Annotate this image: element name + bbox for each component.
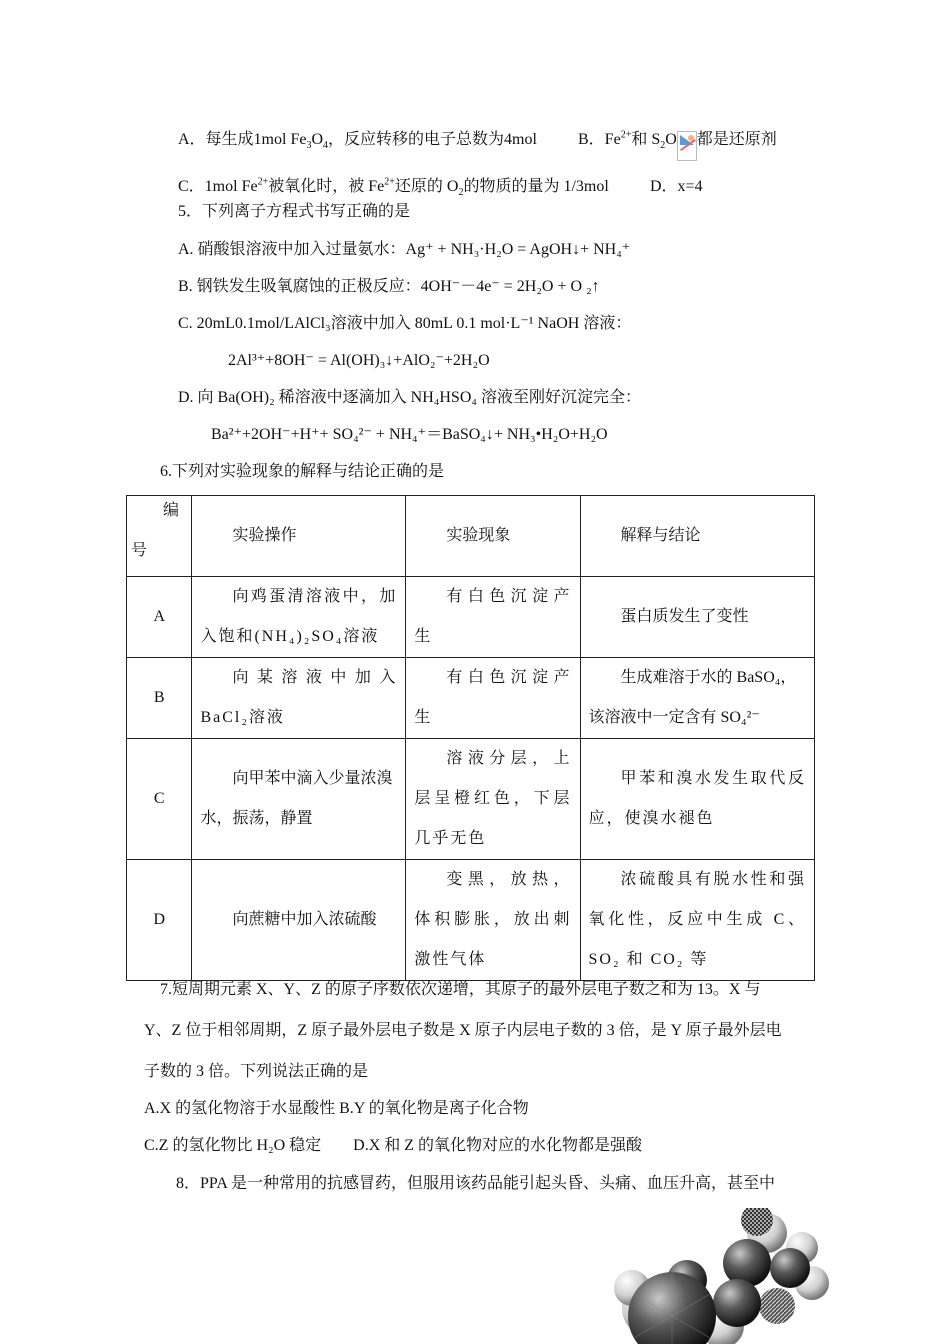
row-phenomenon: 溶液分层，上层呈橙红色，下层几乎无色 bbox=[406, 739, 580, 860]
row-conclusion: 生成难溶于水的 BaSO₄，该溶液中一定含有 SO₄²⁻ bbox=[580, 658, 814, 739]
row-phenomenon: 有白色沉淀产生 bbox=[406, 577, 580, 658]
q4-option-c: C．1mol $Fe^{2+}$被氧化时，被 $Fe^{2+}$还原的 $O_2$的物质的量为 1/3mol bbox=[178, 176, 609, 199]
q5-option-b: B. 钢铁发生吸氧腐蚀的正极反应：4OH⁻－4e⁻ = 2H₂O + O ₂↑ bbox=[178, 278, 600, 295]
q5-option-a: A. 硝酸银溶液中加入过量氨水：Ag⁺ + NH₃·H₂O = AgOH↓+ NH₄⁺ bbox=[178, 241, 631, 258]
q4-option-a: A．每生成1mol $Fe_3O_4$，反应转移的电子总数为4mol bbox=[178, 131, 537, 152]
row-operation: 向某溶液中加入BaCl₂溶液 bbox=[192, 658, 406, 739]
header-number-1: 编 bbox=[163, 502, 180, 519]
row-conclusion: 蛋白质发生了变性 bbox=[580, 577, 814, 658]
molecule-model-image bbox=[612, 1208, 832, 1344]
table-row bbox=[127, 739, 815, 860]
q7-options-cd: C.Z 的氢化物比 H₂O 稳定 D.X 和 Z 的氧化物对应的水化物都是强酸 bbox=[144, 1137, 643, 1154]
row-id: A bbox=[127, 577, 192, 658]
header-phenomenon: 实验现象 bbox=[406, 496, 580, 577]
table-row bbox=[127, 577, 815, 658]
q5-stem: 5．下列离子方程式书写正确的是 bbox=[178, 203, 411, 220]
row-phenomenon: 变黑，放热，体积膨胀，放出刺激性气体 bbox=[406, 860, 580, 981]
q6-stem: 6.下列对实验现象的解释与结论正确的是 bbox=[160, 463, 445, 480]
q8-line-1: 8．PPA 是一种常用的抗感冒药，但服用该药品能引起头昏、头痛、血压升高，甚至中 bbox=[176, 1175, 776, 1192]
q7-options-ab: A.X 的氢化物溶于水显酸性 B.Y 的氧化物是离子化合物 bbox=[144, 1100, 529, 1117]
q4-option-d: D．x=4 bbox=[650, 178, 703, 195]
row-operation: 向蔗糖中加入浓硫酸 bbox=[192, 860, 406, 981]
broken-image-icon bbox=[677, 131, 697, 161]
header-number-2: 号 bbox=[131, 542, 148, 559]
q5-option-c: C. 20mL0.1mol/LAlCl₃溶液中加入 80mL 0.1 mol·L⁻¹ NaOH 溶液： bbox=[178, 315, 632, 332]
table-row bbox=[127, 860, 815, 981]
q7-line-1: 7.短周期元素 X、Y、Z 的原子序数依次递增，其原子的最外层电子数之和为 13。X 与 bbox=[160, 981, 761, 998]
q4-option-b: B．$Fe^{2+}$和 $S_2O$ 都是还原剂 bbox=[578, 129, 777, 152]
row-operation: 向鸡蛋清溶液中，加入饱和(NH₄)₂SO₄溶液 bbox=[192, 577, 406, 658]
row-id: D bbox=[127, 860, 192, 981]
q5-option-d-equation: Ba²⁺+2OH⁻+H⁺+ SO₄²⁻ + NH₄⁺＝BaSO₄↓+ NH₃•H₂O+H₂O bbox=[211, 426, 608, 443]
header-conclusion: 解释与结论 bbox=[580, 496, 814, 577]
row-conclusion: 甲苯和溴水发生取代反应，使溴水褪色 bbox=[580, 739, 814, 860]
experiment-table bbox=[126, 495, 815, 981]
row-conclusion: 浓硫酸具有脱水性和强氧化性，反应中生成 C、SO₂ 和 CO₂ 等 bbox=[580, 860, 814, 981]
row-id: C bbox=[127, 739, 192, 860]
q7-line-3: 子数的 3 倍。下列说法正确的是 bbox=[144, 1063, 369, 1080]
row-operation: 向甲苯中滴入少量浓溴水，振荡，静置 bbox=[192, 739, 406, 860]
q5-option-c-equation: 2Al³⁺+8OH⁻ = Al(OH)₃↓+AlO₂⁻+2H₂O bbox=[228, 352, 490, 369]
table-header-row bbox=[127, 496, 815, 577]
header-operation: 实验操作 bbox=[192, 496, 406, 577]
row-phenomenon: 有白色沉淀产生 bbox=[406, 658, 580, 739]
q5-option-d: D. 向 Ba(OH)₂ 稀溶液中逐滴加入 NH₄HSO₄ 溶液至刚好沉淀完全： bbox=[178, 389, 641, 406]
row-id: B bbox=[127, 658, 192, 739]
q7-line-2: Y、Z 位于相邻周期，Z 原子最外层电子数是 X 原子内层电子数的 3 倍，是 Y 原子最外层电 bbox=[144, 1022, 782, 1039]
table-row bbox=[127, 658, 815, 739]
